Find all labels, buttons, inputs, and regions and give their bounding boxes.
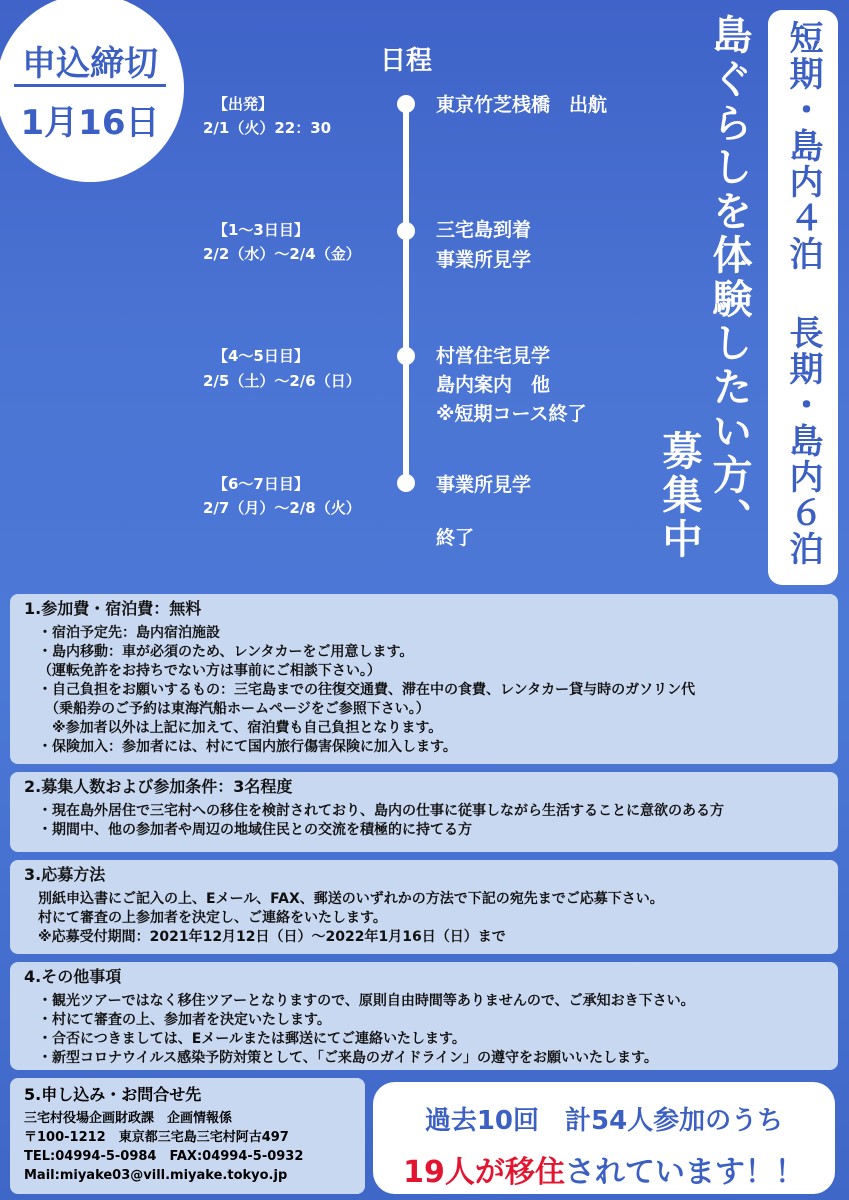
section-line: ・保険加入：参加者には、村にて国内旅行傷害保険に加入します。 [38, 739, 457, 755]
section-line: ※応募受付期間：2021年12月12日（日）〜2022年1月16日（日）まで [38, 929, 506, 945]
plan-box [768, 10, 838, 585]
schedule-date: 2/1（火）22：30 [203, 119, 332, 137]
section-line: ・島内移動：車が必須のため、レンタカーをご用意します。 [38, 644, 414, 660]
section-line: （運転免許をお持ちでない方は事前にご相談下さい。） [38, 663, 381, 679]
section-line: ※参加者以外は上記に加えて、宿泊費も自己負担となります。 [38, 720, 443, 736]
timeline-dot [397, 347, 415, 365]
schedule-label: 【6〜7日目】 [213, 475, 309, 493]
section-conditions [10, 772, 838, 852]
contact-line: TEL:04994-5-0984 FAX:04994-5-0932 [24, 1149, 304, 1164]
schedule-label: 【4〜5日目】 [213, 347, 309, 365]
contact-line: 〒100-1212 東京都三宅島三宅村阿古497 [24, 1130, 289, 1145]
deadline-label: 申込締切 [22, 44, 158, 84]
timeline-dot [397, 222, 415, 240]
schedule-desc: 三宅島到着 [436, 219, 532, 241]
result-highlight: 19人が移住 [403, 1155, 565, 1190]
contact-line: Mail:miyake03@vill.miyake.tokyo.jp [24, 1168, 288, 1183]
result-line2 [373, 1147, 835, 1191]
schedule-desc: 事業所見学 [436, 474, 532, 496]
deadline-divider [14, 84, 166, 87]
plan-long: 長期・島内６泊 [783, 315, 823, 567]
section-line: （乗船券のご予約は東海汽船ホームページをご参照下さい。） [38, 701, 430, 717]
section-line: ・宿泊予定先：島内宿泊施設 [38, 625, 220, 641]
timeline-dot [397, 95, 415, 113]
schedule-date: 2/2（水）〜2/4（金） [203, 245, 361, 263]
schedule-date: 2/5（土）〜2/6（日） [203, 372, 361, 390]
section-title: 1.参加費・宿泊費：無料 [24, 599, 202, 618]
section-apply [10, 860, 838, 954]
contact-panel [10, 1078, 365, 1194]
schedule-label: 【1〜3日目】 [213, 221, 309, 239]
section-line: ・自己負担をお願いするもの：三宅島までの往復交通費、滞在中の食費、レンタカー貸与時のガソリン代 [38, 682, 696, 698]
contact-line: 三宅村役場企画財政課 企画情報係 [24, 1111, 233, 1126]
section-line: 村にて審査の上参加者を決定し、ご連絡をいたします。 [38, 910, 387, 926]
section-line: ・期間中、他の参加者や周辺の地域住民との交流を積極的に持てる方 [38, 822, 472, 838]
schedule-desc: 島内案内 他 [436, 374, 551, 396]
schedule-end: 終了 [436, 527, 475, 549]
result-box [373, 1082, 835, 1194]
timeline-line [403, 103, 409, 487]
section-line: ・村にて審査の上、参加者を決定いたします。 [38, 1012, 331, 1028]
plan-short: 短期・島内４泊 [783, 20, 823, 272]
section-other [10, 962, 838, 1070]
timeline-dot [397, 474, 415, 492]
section-title: 4.その他事項 [24, 967, 122, 986]
section-line: ・現在島外居住で三宅村への移住を検討されており、島内の仕事に従事しながら生活することに意欲のある方 [38, 803, 724, 819]
result-rest: されています！！ [564, 1155, 805, 1190]
section-line: 別紙申込書にご記入の上、Eメール、FAX、郵送のいずれかの方法で下記の宛先までご応募下さい。 [38, 891, 664, 907]
section-line: ・合否につきましては、Eメールまたは郵送にてご連絡いたします。 [38, 1031, 466, 1047]
schedule-label: 【出発】 [213, 95, 274, 113]
section-line: ・観光ツアーではなく移住ツアーとなりますので、原則自由時間等ありませんので、ご承知おき下さい。 [38, 993, 695, 1009]
section-fees [10, 594, 838, 764]
schedule-desc: ※短期コース終了 [436, 403, 587, 425]
deadline-date: 1月16日 [20, 103, 160, 143]
schedule-desc: 村営住宅見学 [436, 345, 551, 367]
deadline-badge [0, 0, 184, 182]
section-title: 2.募集人数および参加条件：3名程度 [24, 777, 293, 796]
result-line1: 過去10回 計54人参加のうち [424, 1106, 784, 1136]
section-title: 3.応募方法 [24, 865, 106, 884]
headline-main: 島ぐらしを体験したい方、 [706, 14, 752, 542]
schedule-date: 2/7（月）〜2/8（火） [203, 499, 361, 517]
schedule-desc: 事業所見学 [436, 249, 532, 271]
schedule-title: 日程 [380, 46, 433, 76]
section-line: ・新型コロナウイルス感染予防対策として、「ご来島のガイドライン」の遵守をお願いいたします。 [38, 1050, 658, 1066]
contact-title: 5.申し込み・お問合せ先 [24, 1085, 202, 1104]
headline-sub: 募集中 [656, 430, 702, 562]
schedule-desc: 東京竹芝桟橋 出航 [436, 94, 608, 116]
